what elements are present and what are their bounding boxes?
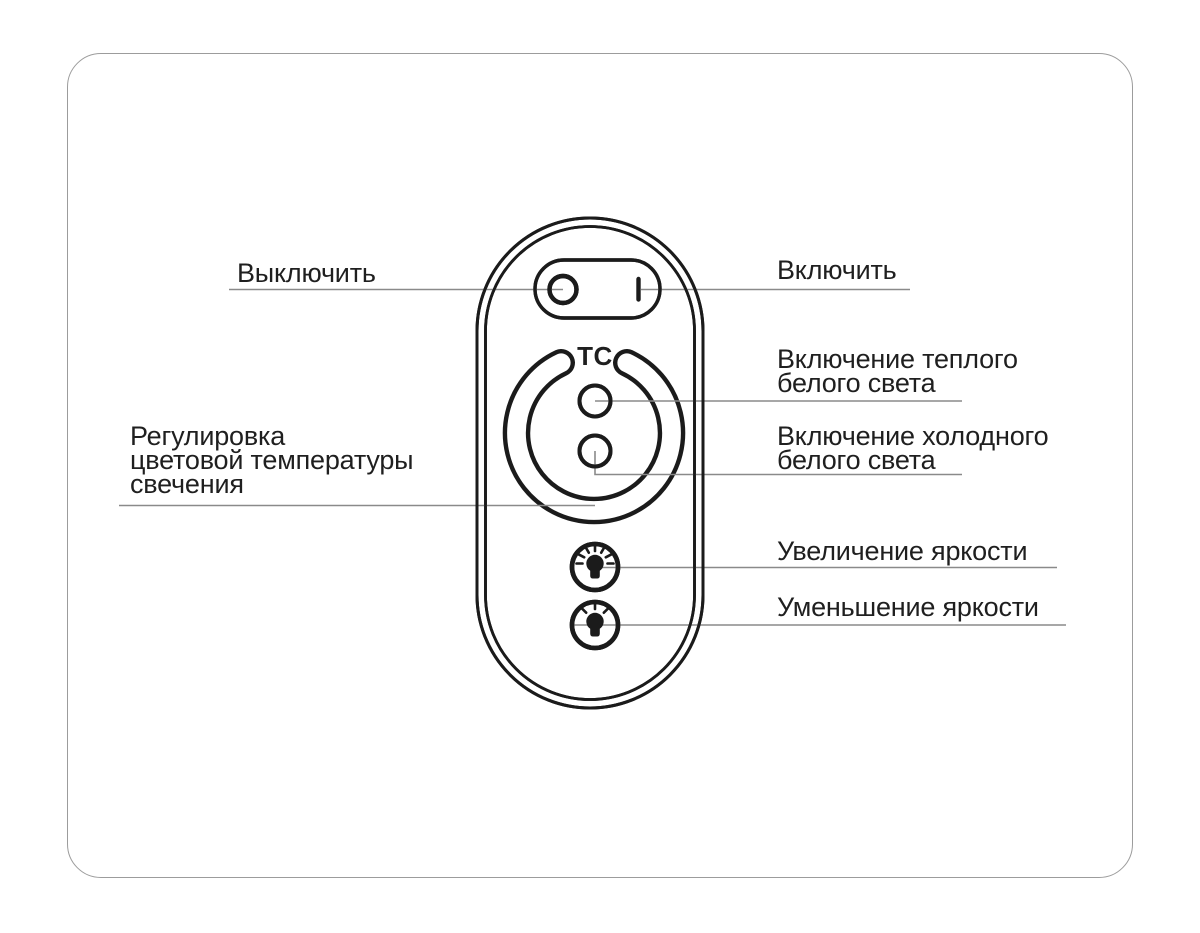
label-warm-white bbox=[777, 344, 1018, 398]
label-cold-white-line2: белого света bbox=[777, 445, 936, 475]
tc-label: TC bbox=[577, 341, 613, 371]
remote-shapes bbox=[477, 218, 703, 708]
label-brightness-down: Уменьшение яркости bbox=[777, 592, 1039, 622]
label-cold-white-line1: Включение холодного bbox=[777, 421, 1049, 451]
label-on: Включить bbox=[777, 255, 897, 285]
label-warm-white-line2: белого света bbox=[777, 368, 936, 398]
label-warm-white-line1: Включение теплого bbox=[777, 344, 1018, 374]
label-cold-white bbox=[777, 421, 1049, 475]
label-temp-adjust-line2: цветовой температуры bbox=[130, 445, 414, 475]
label-brightness-up: Увеличение яркости bbox=[777, 536, 1028, 566]
label-off: Выключить bbox=[237, 258, 376, 288]
label-temp-adjust bbox=[130, 421, 414, 499]
label-temp-adjust-line1: Регулировка bbox=[130, 421, 286, 451]
label-temp-adjust-line3: свечения bbox=[130, 469, 244, 499]
